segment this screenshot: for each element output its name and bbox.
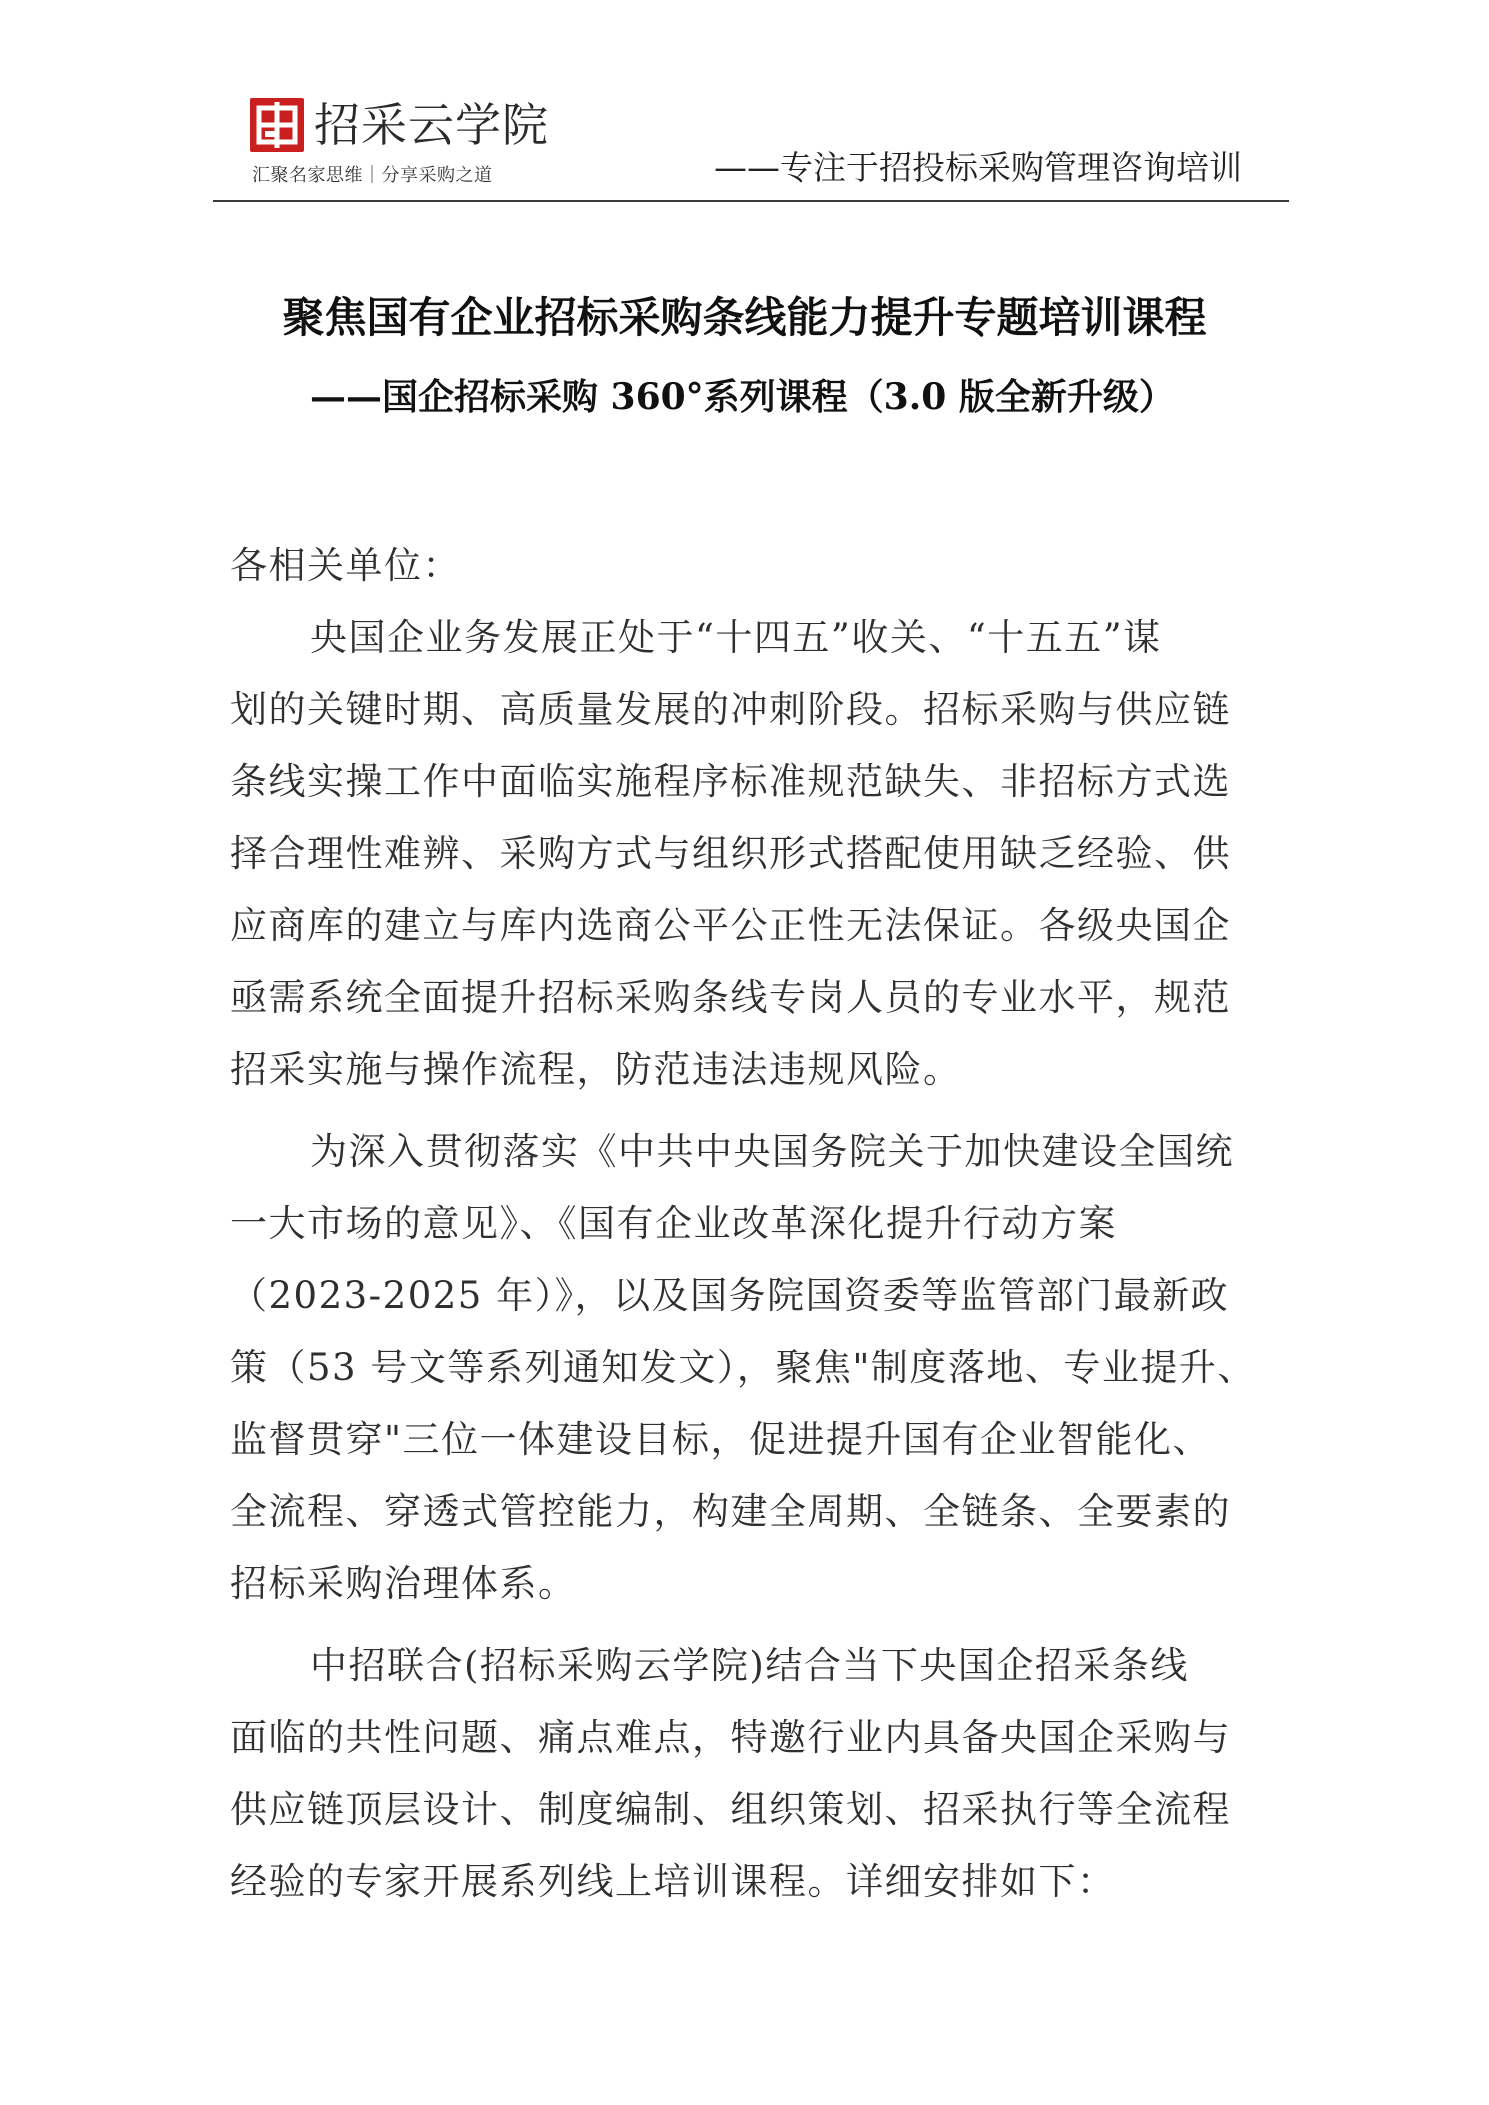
text-line: 全流程、穿透式管控能力，构建全周期、全链条、全要素的 xyxy=(230,1490,1231,1533)
text-line: 监督贯穿"三位一体建设目标，促进提升国有企业智能化、 xyxy=(230,1418,1212,1461)
logo-wordmark: 招采云学院 xyxy=(314,98,549,152)
document-body xyxy=(230,530,1270,1918)
text-line: 条线实操工作中面临实施程序标准规范缺失、非招标方式选 xyxy=(230,760,1231,803)
salutation: 各相关单位： xyxy=(230,544,461,587)
paragraph-policy xyxy=(230,1116,1270,1620)
document-subtitle: ——国企招标采购 360°系列课程（3.0 版全新升级） xyxy=(310,376,1175,418)
text-line: 划的关键时期、高质量发展的冲刺阶段。招标采购与供应链 xyxy=(230,688,1231,731)
text-line: 为深入贯彻落实《中共中央国务院关于加快建设全国统 xyxy=(310,1130,1234,1173)
header-tagline: ——专注于招投标采购管理咨询培训 xyxy=(714,148,1242,187)
text-line: 中招联合(招标采购云学院)结合当下央国企招采条线 xyxy=(310,1644,1189,1687)
paragraph-arrangement xyxy=(230,1630,1270,1918)
brand-logo xyxy=(250,98,550,193)
text-line: 择合理性难辨、采购方式与组织形式搭配使用缺乏经验、供 xyxy=(230,832,1231,875)
document-title: 聚焦国有企业招标采购条线能力提升专题培训课程 xyxy=(282,293,1207,342)
paragraph-background xyxy=(230,602,1270,1106)
text-line: 招采实施与操作流程，防范违法违规风险。 xyxy=(230,1048,962,1091)
text-line: 央国企业务发展正处于“十四五”收关、“十五五”谋 xyxy=(310,616,1162,659)
header-divider xyxy=(213,200,1289,202)
text-line: （2023-2025 年）》，以及国务院国资委等监管部门最新政 xyxy=(230,1274,1230,1317)
text-line: 面临的共性问题、痛点难点，特邀行业内具备央国企采购与 xyxy=(230,1716,1231,1759)
text-line: 亟需系统全面提升招标采购条线专岗人员的专业水平，规范 xyxy=(230,976,1231,1019)
paragraph-gap xyxy=(230,1106,1270,1116)
text-line: 经验的专家开展系列线上培训课程。详细安排如下： xyxy=(230,1860,1116,1903)
paragraph-gap xyxy=(230,1620,1270,1630)
text-line: 策（53 号文等系列通知发文），聚焦"制度落地、专业提升、 xyxy=(230,1346,1256,1389)
logo-slogan: 汇聚名家思维｜分享采购之道 xyxy=(252,165,493,186)
text-line: 应商库的建立与库内选商公平公正性无法保证。各级央国企 xyxy=(230,904,1231,947)
text-line: 一大市场的意见》、《国有企业改革深化提升行动方案 xyxy=(230,1202,1117,1245)
logo-seal-icon xyxy=(250,98,304,152)
text-line: 招标采购治理体系。 xyxy=(230,1562,577,1605)
text-line: 供应链顶层设计、制度编制、组织策划、招采执行等全流程 xyxy=(230,1788,1231,1831)
